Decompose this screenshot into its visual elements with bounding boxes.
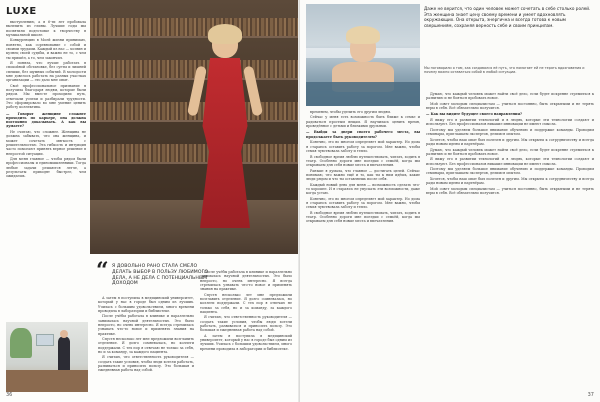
paragraph: выступлению, а в 6-ти лет пробовала вылепить из глины. Лучшие годы мы посвятили подготовке к творчеству в музыкальной школе. (6, 20, 86, 37)
woman-hair (208, 24, 242, 44)
left-column-3 (200, 270, 292, 392)
paragraph: Для меня главное — чтобы рядом были профессионалы и единомышленники. Тогда любые задачи решаются легче, а результаты приходят быстрее, чем ожидаешь. (6, 157, 86, 179)
woman-hair (346, 26, 380, 44)
left-column-2 (98, 296, 194, 392)
paragraph: Конечно, это во многом определяет мой характер. Но дома я стараюсь оставить работу за порогом. Мне важно, чтобы семья чувствовала заботу и тепло. (306, 140, 420, 154)
monitor-shape (36, 334, 54, 346)
paragraph: Каждый новый день для меня — возможность сделать что-то хорошее. И я стараюсь не упускать эти возможности, даже когда устаю. (306, 182, 420, 196)
water-shape (306, 82, 420, 106)
interview-question: — Как вы видите будущее своего направления? (426, 112, 523, 117)
interview-question: — Говорят женщине сложнее проходить по карьере, она должна постоянно доказывать. А как вы думаете? (6, 111, 86, 129)
intro-lead: Мы поговорили о том, как создавался её путь, что помогает ей не терять вдохновения и почему важно оставаться собой в любой ситуации. (424, 66, 585, 75)
paragraph: Я вижу его в развитии технологий и в людях, которые эти технологии создают и используют. Без профессионалов никакие инновации не имеют смысла. (426, 118, 594, 127)
pull-quote: Я ДОВОЛЬНО РАНО СТАЛА СМЕЛО ДЕЛАТЬ ВЫБОР В ПОЛЬЗУ ЛЮБИМОГО ДЕЛА, А НЕ ДЕЛА С ПОТЕНЦИАЛЬНЫМ ДОХОДОМ (112, 264, 209, 287)
right-column-1 (306, 110, 420, 392)
paragraph: Поэтому мы уделяем большое внимание обучению и поддержке команды. Проводим семинары, приглашаем экспертов, делимся опытом. (426, 127, 594, 137)
paragraph: После учёбы работала в клинике и параллельно занималась научной деятельностью. Это было непросто, но очень интересно. Я всегда стремилась узнавать что-то новое и применять знания на практике. (200, 270, 292, 292)
paragraph: А затем я поступила в медицинский университет, который у нас в городе был одним из лучших. Училась с большим удовольствием, много времени проводила в лаборатории и библиотеке. (98, 296, 194, 313)
paragraph: Мой совет молодым специалистам — учиться постоянно, быть открытыми и не терять веры в себя. Всё обязательно получится. (426, 101, 594, 111)
paragraph: После учёбы работала в клинике и параллельно занималась научной деятельностью. Это было непросто, но очень интересно. Я всегда стремилась узнавать что-то новое и применять знания на практике. (98, 314, 194, 336)
paragraph: Конечно, это во многом определяет мой характер. Но дома я стараюсь оставить работу за порогом. Мне важно, чтобы семья чувствовала заботу и тепло. (306, 196, 420, 210)
paragraph: А затем я поступила в медицинский университет, который у нас в городе был одним из лучших. Училась с большим удовольствием, много времени проводила в лаборатории и библиотеке. (200, 333, 292, 351)
paragraph: Конкуренцию в Моей жизни принимаю, понятно, как соревнование с собой и своими трудами. Каждый из нас — хозяин и кузнец своей судьбы, и важно не то, с чем ты пришёл, а то, чем закончил. (6, 38, 86, 60)
left-column-1 (6, 20, 86, 188)
paragraph: Спустя несколько лет мне предложили возглавить отделение. Я долго сомневалась, но коллеги поддержали. С тех пор я отвечаю не только за себя, но и за команду, за каждого пациента. (98, 337, 194, 354)
interview-question: — Выйдя за двери своего рабочего места, вы продолжаете быть руководителем? (306, 130, 420, 139)
paragraph: Раньше я думала, что главное — достигать целей. Сейчас понимаю, что важно ещё и то, как ты к ним идёшь, какие люди рядом и что ты оставляешь после себя. (306, 168, 420, 182)
paragraph: Думаю, что каждый человек может найти своё дело, если будет искренне стремиться к развитию и не бояться пробовать новое. (426, 92, 594, 101)
floor-shape (90, 200, 298, 254)
intro-box: Даже не верится, что один человек может сочетать в себе столько ролей. Эта женщина знает цену своему времени и умеет вдохновлять окружающих. Она открыта, энергична и всегда готова к новым свершениям, сохраняя верность себе и своим принципам. (424, 6, 591, 28)
red-dress (200, 58, 250, 228)
desk-shape (6, 370, 88, 392)
office-photo (6, 322, 88, 392)
right-column-2 (426, 92, 594, 392)
ice-swim-photo (306, 4, 420, 106)
plant-shape (10, 328, 32, 358)
page-number-left: 36 (6, 392, 13, 398)
paragraph: Я считаю, что ответственность руководителя — создать такие условия, чтобы люди хотели работать, развиваться и приносить пользу. Это большая и ежедневная работа над собой. (98, 355, 194, 373)
paragraph: Сейчас у меня есть возможность быть ближе к семье и радоваться простым вещам. Я научилась ценить время, проведённое с детьми и близкими друзьями. (306, 115, 420, 129)
portrait-photo (90, 0, 298, 254)
paragraph: Думаю, что каждый человек может найти своё дело, если будет искренне стремиться к развитию и не бояться пробовать новое. (426, 147, 594, 156)
paragraph: Хочется, чтобы наш опыт был полезен и другим. Мы открыты к сотрудничеству и всегда рады новым идеям и партнёрам. (426, 176, 594, 186)
paragraph: Я считаю, что ответственность руководителя — создать такие условия, чтобы люди хотели работать, развиваться и приносить пользу. Это большая и ежедневная работа над собой. (200, 315, 292, 333)
paragraph: Мой совет молодым специалистам — учиться постоянно, быть открытыми и не терять веры в себя. Всё обязательно получится. (426, 186, 594, 195)
paragraph: Я поняла, что лучше работать в спокойной обстановке, без суеты и лишней спешки, без шумных событий. В молодости мне довелось работать на разных участках организации — это дало мне опыт. (6, 61, 86, 83)
page-number-right: 37 (587, 392, 594, 398)
paragraph: Не считаю, что сложнее. Женщина не должна забывать, что она женщина, и может сочетать мягкость с решительностью. Эта гибкость и интуиция часто помогают принять верное решение в непростой ситуации. (6, 130, 86, 156)
magazine-brand: LUXE (6, 6, 37, 17)
quote-mark: “ (96, 258, 109, 284)
right-page (300, 0, 600, 402)
paragraph: Я вижу его в развитии технологий и в людях, которые эти технологии создают и используют. Без профессионалов никакие инновации не имеют смысла. (426, 157, 594, 166)
paragraph: Хочется, чтобы наш опыт был полезен и другим. Мы открыты к сотрудничеству и всегда рады новым идеям и партнёрам. (426, 137, 594, 147)
person-head (60, 330, 68, 338)
paragraph: Спустя несколько лет мне предложили возглавить отделение. Я долго сомневалась, но коллеги поддержали. С тех пор я отвечаю не только за себя, но и за команду, за каждого пациента. (200, 292, 292, 314)
paragraph: В свободное время люблю путешествовать, читать, ходить в театр. Особенно дороги мне поездки с семьёй, когда мы открываем для себя новые места и впечатления. (306, 210, 420, 224)
paragraph: Своё профессиональное признание я получила благодаря людям, которые были рядом. Мы вместе проходили путь, отмечали успехи и разбирали трудности. Это сформировало во мне умение ценить работу коллектива. (6, 83, 86, 110)
paragraph: временем, чтобы уделить его другим людям. (310, 110, 392, 114)
paragraph: В свободное время люблю путешествовать, читать, ходить в театр. Особенно дороги мне поездки с семьёй, когда мы открываем для себя новые места и впечатления. (306, 154, 420, 168)
paragraph: Поэтому мы уделяем большое внимание обучению и поддержке команды. Проводим семинары, приглашаем экспертов, делимся опытом. (426, 167, 594, 176)
